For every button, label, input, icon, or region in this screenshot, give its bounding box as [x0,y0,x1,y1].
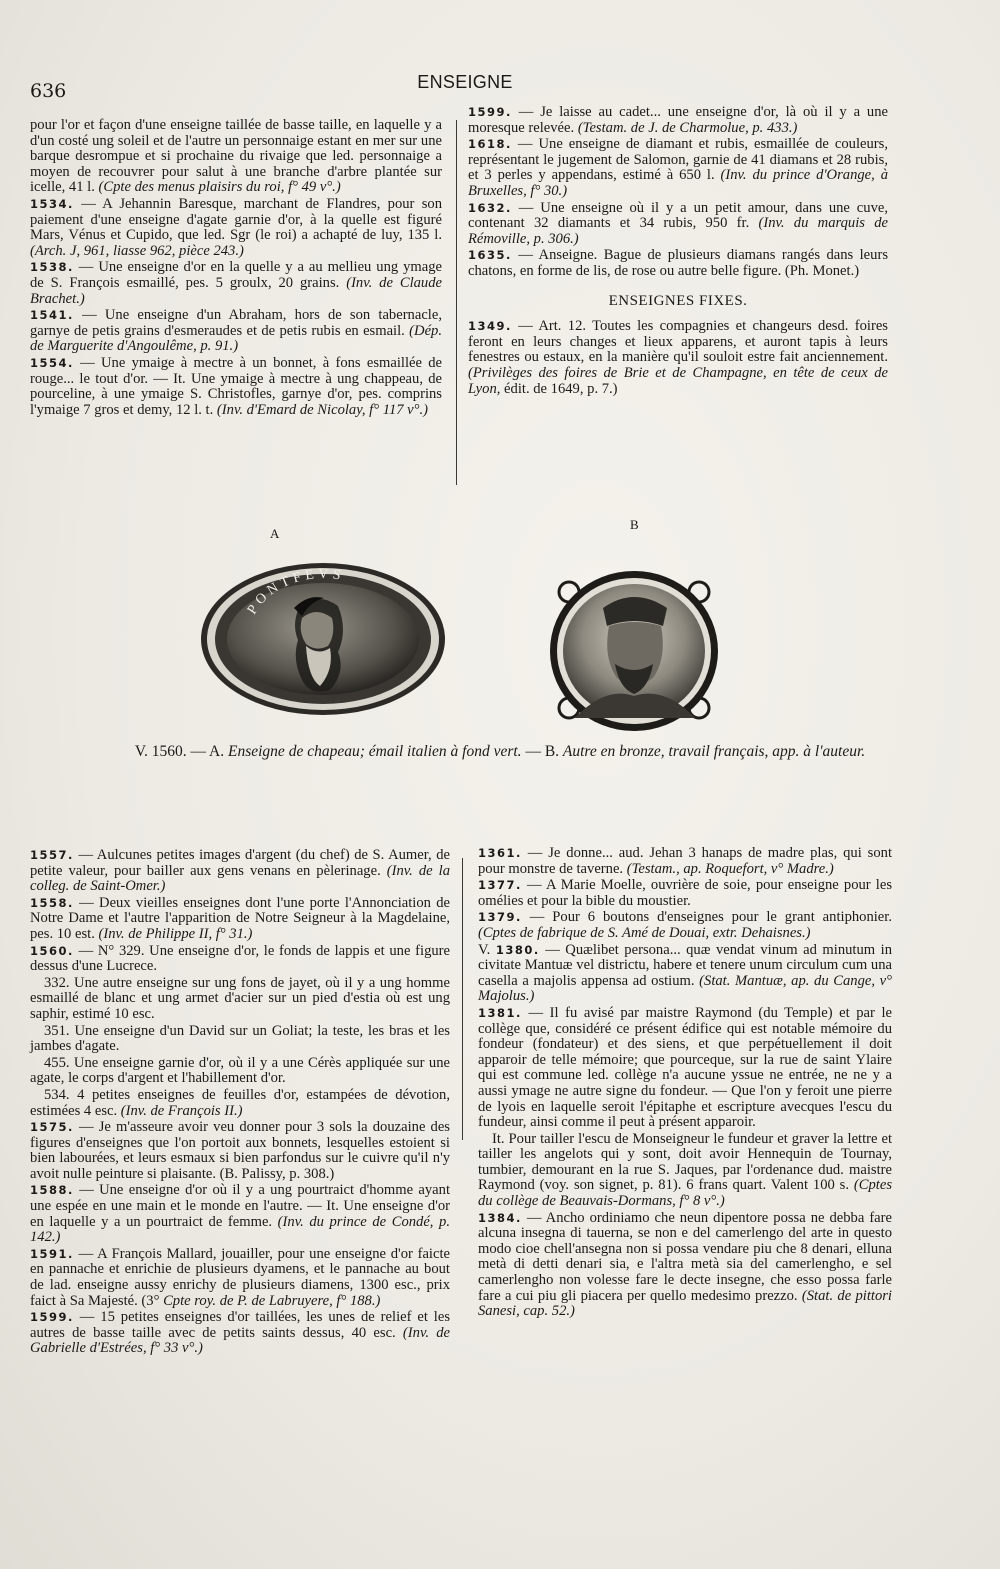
entry-year: 1618. [468,137,512,152]
entry-prefix: V. [478,941,496,958]
entry-text: — Ancho ordiniamo che neun dipentore possa ne debba fare alcuna insegna di tauerna, se non e del camerlengo del arte in questo modo cioe chell'ansegna non si possa vendare piu che 8 denari, elluna metà di detti denari sia, e l'altra metà sia del camerlengho, e sel camerlengho non volesse fare le decte insegne, che esso possa farle fare a cui piu gli piacera per quello medesimo prezzo. [478,1209,892,1304]
entry-text: — Je donne... aud. Jehan 3 hanaps de madre plas, qui sont pour monstre de taverne. [478,845,892,877]
entry-text: 351. Une enseigne d'un David sur un Goliat; la teste, les bras et les jambes d'agate. [30,1022,450,1055]
entry-source: (Stat. Mantuæ, ap. du Cange, v° Majolus.) [478,972,892,1005]
entry-year: 1538. [30,260,74,275]
entry-year: 1377. [478,878,522,893]
entry-year: 1541. [30,308,74,323]
entry-year: 1349. [468,319,512,334]
entry-paragraph [30,1247,450,1309]
column-divider [456,120,457,485]
caption-b: Autre en bronze, travail français, app. à l'auteur. [562,743,866,760]
entry-source: (Inv. d'Emard de Nicolay, f° 117 v°.) [216,401,429,418]
running-head: ENSEIGNE [417,72,513,92]
entry-text: — 15 petites enseignes d'or taillées, les unes de relief et les autres de basse taille avec de petits saints dessus, 40 esc. [30,1309,450,1341]
entry-text: — Une ymaige à mectre à un bonnet, à fons esmaillée de rouge... le tout d'or. — It. Une ymaige à mectre à ung chappeau, de pourceline, à une ymaige S. Christofles, garnye d'or, pes. comprins l'ymaige 7 gros et demy, 12 l. t. [30,354,442,418]
entry-paragraph [468,201,888,248]
caption-mid: — B. [521,743,563,760]
entry-text: — Une enseigne où il y a un petit amour, dans une cuve, contenant 32 diamants et 34 rubis, 950 fr. [468,199,888,232]
entry-paragraph [478,910,892,941]
entry-source: (Stat. de pittori Sanesi, cap. 52.) [478,1287,892,1320]
entry-year: 1557. [30,848,74,862]
entry-text: pour l'or et façon d'une enseigne taillée de basse taille, en laquelle y a d'un costé ung soleil et de l'autre un personnaige estant en mer sur une barque desrompue et si prochaine du rivaige que led. personnaige a moyen de recouvrer pour salut à une branche d'arbre plantée sur icelle, 41 l. [30,117,442,196]
entry-year: 1361. [478,846,522,860]
entry-paragraph [478,878,892,909]
entry-text: — Une enseigne d'or en la quelle y a au mellieu ung ymage de S. François esmaillé, pes. 5 groulx, 20 grains. [30,259,442,291]
entry-year: 1554. [30,355,74,370]
entry-source: (Inv. de Claude Brachet.) [30,274,442,307]
entry-paragraph [30,848,450,895]
entry-source: (Inv. du prince de Condé, p. 142.) [30,1213,450,1246]
entry-year: 1384. [478,1210,522,1225]
entry-paragraph [30,896,450,943]
entry-year: 1575. [30,1120,74,1135]
entry-paragraph [30,1120,450,1182]
bottom-left-column [30,848,450,1358]
entry-text: — A Marie Moelle, ouvrière de soie, pour enseigne pour les omélies et pour la bible du moustier. [478,877,892,909]
entry-paragraph [30,1024,450,1055]
entry-text: — Une enseigne d'or où il y a ung pourtraict d'homme ayant une espée en une main et le monde en l'autre. — It. Une enseigne d'or en laquelle y a un pourtraict de femme. [30,1182,450,1230]
top-left-column [30,118,442,419]
entry-year: 1558. [30,895,74,910]
entry-tail: édit. de 1649, p. 7.) [500,380,618,397]
medal-a-inscription: PONTFEVS [244,566,346,618]
entry-text: — Anseigne. Bague de plusieurs diamans rangés dans leurs chatons, en forme de lis, de rose ou autre belle figure. (Ph. Monet.) [468,247,888,279]
entry-paragraph [478,1132,892,1210]
entry-paragraph [30,1088,450,1119]
entry-paragraph [30,1183,450,1245]
caption-prefix: V. 1560. — A. [134,743,228,760]
entry-source: (Cptes du collège de Beauvais-Dormans, f° 8 v°.) [478,1177,892,1210]
entry-text: — A François Mallard, jouailler, pour une enseigne d'or faicte en pannache et enrichie de plusieurs dyamens, et le pannache au bout de lad. enseigne aussy enrichy de plusieurs diamens, 1300 esc., prix faict à Sa Majesté. (3° [30,1245,450,1309]
section-heading: ENSEIGNES FIXES. [608,292,748,309]
entry-text: — Art. 12. Toutes les compagnies et changeurs desd. foires feront en leurs changes et lieux apparens, et auront tapis à leurs fenestres ou estaux, en la manière qu'il souloit estre fait anciennement. [468,318,888,366]
entry-paragraph [30,944,450,975]
entry-text: It. Pour tailler l'escu de Monseigneur le fundeur et graver la lettre et tailler les angelots qui y sont, doit avoir Hennequin de Tournay, tumbier, demourant en la rue S. Jaques, par l'ordenance dud. maistre Raymond (voy. son signet, p. 81). 6 frans quart. Valent 100 s. [478,1130,892,1194]
entry-text: — N° 329. Une enseigne d'or, le fonds de lappis et une figure dessus d'une Lucrece. [30,942,450,975]
entry-paragraph [30,1056,450,1087]
entry-source: (Testam., ap. Roquefort, v° Madre.) [626,860,834,877]
entry-paragraph [478,1211,892,1320]
page-number: 636 [30,80,67,102]
entry-text: 332. Une autre enseigne sur ung fons de jayet, où il y a ung homme esmaillé de blanc et ung armet d'acier sur un pied d'estia où est ung saphir, estimé 10 esc. [30,974,450,1022]
entry-text: — Une enseigne d'un Abraham, hors de son tabernacle, garnye de petis grains d'esmeraudes et de petis rubis en esmail. [30,307,442,339]
entry-text: — Quælibet persona... quæ vendat vinum ad minutum in civitate Mantuæ vel districtu, habere et tenere unum circulum cum una casella a majolis appensa ad ostium. [478,941,892,989]
entry-year: 1599. [468,105,512,119]
entry-source: (Privilèges des foires de Brie et de Champagne, en tête de ceux de Lyon, [468,364,888,397]
entry-source: (Inv. de Philippe II, f° 31.) [98,925,253,942]
bottom-right-column [478,846,892,1321]
entry-source: (Cpte des menus plaisirs du roi, f° 49 v°.) [98,179,341,196]
medal-b-image [545,568,723,734]
entry-source: (Cptes de fabrique de S. Amé de Douai, extr. Dehaisnes.) [478,924,811,941]
entry-text: — Aulcunes petites images d'argent (du chef) de S. Aumer, de petite valeur, pour bailler aux gens venans en pèlerinage. [30,847,450,879]
entry-source: (Inv. du prince d'Orange, à Bruxelles, f° 30.) [468,167,888,199]
entry-year: 1635. [468,248,512,263]
entry-source: (Arch. J, 961, liasse 962, pièce 243.) [30,242,244,259]
entry-text: — Une enseigne de diamant et rubis, esmaillée de couleurs, représentant le jugement de Salomon, garnie de 41 diamans et 28 rubis, et 3 perles y appendans, estimé à 650 l. [468,136,888,184]
entry-paragraph [30,260,442,307]
column-divider-lower [462,858,463,1140]
entry-paragraph [30,356,442,418]
entry-text: — A Jehannin Baresque, marchant de Flandres, pour son paiement d'une enseigne d'agate garnie d'or, à la quelle est figuré Mars, Vénus et Cupido, que led. Sgr (le roi) a achapté de luy, 135 l. [30,195,442,244]
entry-year: 1380. [495,942,540,957]
entry-paragraph [478,1006,892,1131]
figure-label-b: B [630,517,639,532]
caption-a: Enseigne de chapeau; émail italien à fond vert. [228,743,522,760]
entry-paragraph [30,118,442,196]
entry-year: 1591. [30,1246,74,1261]
entry-year: 1588. [30,1183,74,1198]
entry-paragraph [468,137,888,199]
entry-text: — Il fu avisé par maistre Raymond (du Temple) et par le collège que, considéré ce présent édifice qui est notable mémoire du fondeur (fondateur) et des siens, et que perpétuellement il doit apparoir de telle mémoire; que pourceque, sur la rue de saint Ylaire qui est commune led. collège n'a aucune yssue ne entrée, ne ne y a aussi ymage ne autre signe du fondeur. — Que l'on y feroit une pierre de lyois en laquelle seroit l'épitaphe et escripture avecques l'escu du fundeur, ainsi comme il peut à présent apparoir. [478,1004,892,1131]
entry-text: — Pour 6 boutons d'enseignes pour le grant antiphonier. [521,909,892,926]
entry-source: Cpte roy. de P. de Labruyere, f° 188.) [163,1292,381,1309]
entry-source: (Inv. de Gabrielle d'Estrées, f° 33 v°.) [30,1324,450,1357]
entry-source: (Testam. de J. de Charmolue, p. 433.) [577,119,798,136]
entry-source: (Inv. de François II.) [120,1102,243,1119]
entry-text: 455. Une enseigne garnie d'or, où il y a une Cérès appliquée sur une agate, le corps d'argent et l'habillement d'or. [30,1054,450,1087]
entry-text: — Je laisse au cadet... une enseigne d'or, là où il y a une moresque relevée. [468,104,888,136]
entry-year: 1381. [478,1005,522,1020]
entry-source: (Inv. de la colleg. de Saint-Omer.) [30,862,451,895]
top-right-column [468,105,888,398]
entry-year: 1379. [478,910,522,925]
entry-paragraph [468,248,888,279]
entry-text: — Je m'asseure avoir veu donner pour 3 sols la douzaine des figures d'enseignes que l'on portoit aux bonnets, lesquelles estoient si bien labourées, et leurs esmaux si bien parfondus sur le cuivre qu'il n'y avoit nulle peinture si plaisante. (B. Palissy, p. 308.) [30,1119,450,1182]
entry-source: (Dép. de Marguerite d'Angoulême, p. 91.) [30,322,442,355]
entry-paragraph [468,105,888,136]
entry-source: (Inv. du marquis de Rémoville, p. 306.) [468,215,888,247]
medal-a-image [198,560,448,718]
entry-paragraph [30,197,442,259]
entry-paragraph [478,943,892,1005]
entry-text: 534. 4 petites enseignes de feuilles d'or, estampées de dévotion, estimées 4 esc. [30,1086,450,1119]
entry-paragraph [30,1310,450,1357]
entry-year: 1599. [30,1310,74,1325]
entry-year: 1560. [30,943,74,958]
entry-paragraph [478,846,892,877]
figure-caption [70,742,930,762]
entry-text: — Deux vieilles enseignes dont l'une porte l'Annonciation de Notre Dame et l'autre l'apparition de Notre Seigneur à la Magdelaine, pes. 10 est. [30,894,450,942]
entry-paragraph [30,308,442,355]
entry-year: 1534. [30,196,74,211]
figure-label-a: A [270,526,280,541]
entry-year: 1632. [468,200,512,215]
entry-paragraph [468,319,888,397]
entry-paragraph [30,976,450,1023]
